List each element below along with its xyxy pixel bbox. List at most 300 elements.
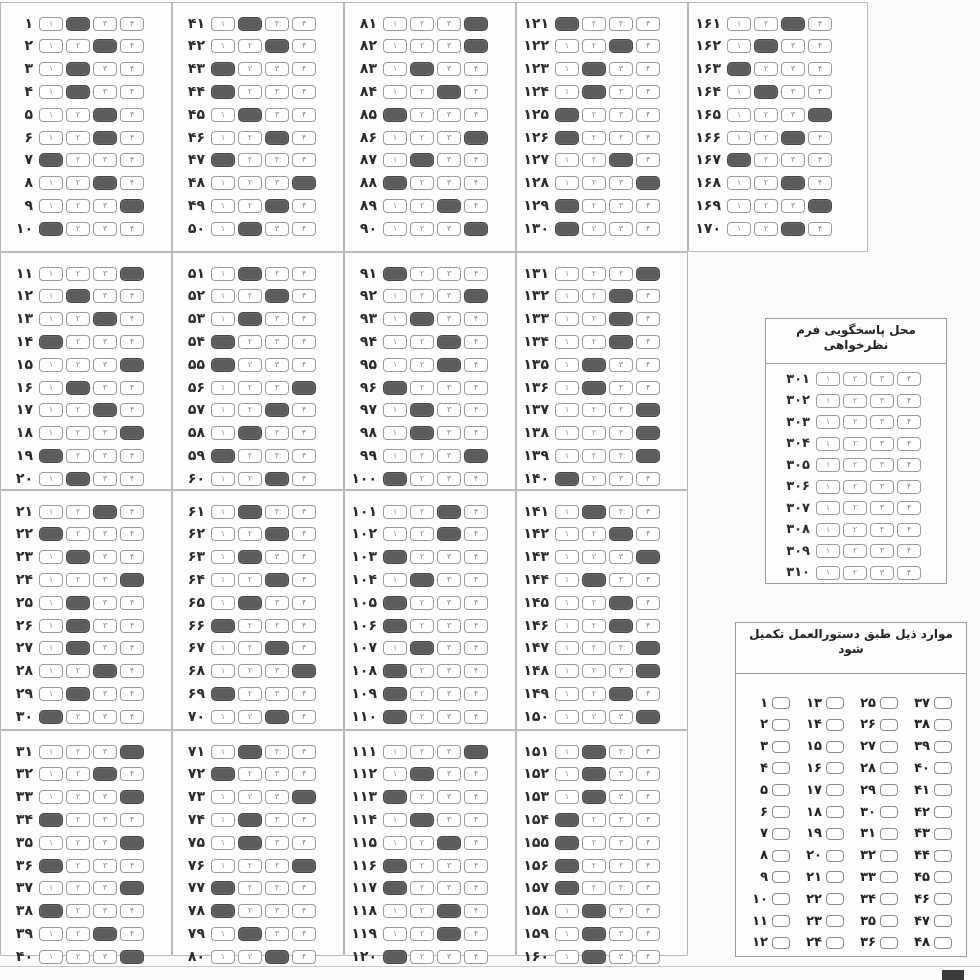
answer-bubble-3[interactable]: ۳	[781, 176, 805, 190]
answer-bubble-2[interactable]: ۲	[238, 710, 262, 724]
answer-bubble-2[interactable]: ۲	[66, 745, 90, 759]
answer-bubble-4[interactable]: ۴	[808, 199, 832, 213]
answer-bubble-1[interactable]: ۱	[555, 472, 579, 486]
answer-bubble-2[interactable]: ۲	[582, 859, 606, 873]
answer-bubble-1[interactable]: ۱	[555, 596, 579, 610]
answer-bubble-2[interactable]: ۲	[66, 449, 90, 463]
answer-bubble-4[interactable]: ۴	[292, 108, 316, 122]
answer-bubble-1[interactable]: ۱	[211, 881, 235, 895]
answer-bubble-1[interactable]: ۱	[727, 39, 751, 53]
answer-bubble-1[interactable]: ۱	[383, 790, 407, 804]
survey-bubble-2[interactable]: ۲	[843, 437, 867, 451]
answer-bubble-3[interactable]: ۳	[437, 199, 461, 213]
answer-bubble-1[interactable]: ۱	[211, 664, 235, 678]
answer-bubble-1[interactable]: ۱	[39, 176, 63, 190]
answer-bubble-4[interactable]: ۴	[120, 664, 144, 678]
answer-bubble-1[interactable]: ۱	[383, 927, 407, 941]
instruction-checkbox[interactable]	[934, 697, 952, 709]
answer-bubble-4[interactable]: ۴	[636, 426, 660, 440]
answer-bubble-3[interactable]: ۳	[265, 619, 289, 633]
survey-bubble-4[interactable]: ۴	[897, 415, 921, 429]
answer-bubble-3[interactable]: ۳	[609, 85, 633, 99]
answer-bubble-3[interactable]: ۳	[437, 527, 461, 541]
answer-bubble-1[interactable]: ۱	[211, 312, 235, 326]
answer-bubble-1[interactable]: ۱	[39, 619, 63, 633]
answer-bubble-4[interactable]: ۴	[120, 426, 144, 440]
answer-bubble-2[interactable]: ۲	[66, 813, 90, 827]
answer-bubble-4[interactable]: ۴	[292, 641, 316, 655]
answer-bubble-1[interactable]: ۱	[383, 403, 407, 417]
answer-bubble-2[interactable]: ۲	[410, 289, 434, 303]
answer-bubble-2[interactable]: ۲	[238, 108, 262, 122]
answer-bubble-1[interactable]: ۱	[211, 619, 235, 633]
answer-bubble-2[interactable]: ۲	[754, 153, 778, 167]
answer-bubble-4[interactable]: ۴	[292, 664, 316, 678]
answer-bubble-1[interactable]: ۱	[383, 17, 407, 31]
answer-bubble-4[interactable]: ۴	[808, 85, 832, 99]
answer-bubble-3[interactable]: ۳	[265, 335, 289, 349]
answer-bubble-4[interactable]: ۴	[292, 927, 316, 941]
instruction-checkbox[interactable]	[772, 828, 790, 840]
answer-bubble-3[interactable]: ۳	[437, 426, 461, 440]
instruction-checkbox[interactable]	[826, 719, 844, 731]
survey-bubble-1[interactable]: ۱	[816, 458, 840, 472]
survey-bubble-2[interactable]: ۲	[843, 394, 867, 408]
answer-bubble-3[interactable]: ۳	[265, 17, 289, 31]
answer-bubble-1[interactable]: ۱	[383, 619, 407, 633]
answer-bubble-3[interactable]: ۳	[93, 904, 117, 918]
answer-bubble-2[interactable]: ۲	[582, 199, 606, 213]
answer-bubble-3[interactable]: ۳	[265, 85, 289, 99]
answer-bubble-4[interactable]: ۴	[464, 222, 488, 236]
answer-bubble-4[interactable]: ۴	[292, 881, 316, 895]
answer-bubble-2[interactable]: ۲	[238, 39, 262, 53]
answer-bubble-1[interactable]: ۱	[211, 176, 235, 190]
answer-bubble-3[interactable]: ۳	[93, 881, 117, 895]
instruction-checkbox[interactable]	[934, 719, 952, 731]
answer-bubble-4[interactable]: ۴	[464, 859, 488, 873]
answer-bubble-1[interactable]: ۱	[211, 62, 235, 76]
answer-bubble-4[interactable]: ۴	[120, 881, 144, 895]
answer-bubble-1[interactable]: ۱	[39, 859, 63, 873]
instruction-checkbox[interactable]	[772, 741, 790, 753]
survey-bubble-1[interactable]: ۱	[816, 501, 840, 515]
answer-bubble-1[interactable]: ۱	[383, 131, 407, 145]
instruction-checkbox[interactable]	[826, 762, 844, 774]
answer-bubble-4[interactable]: ۴	[464, 403, 488, 417]
answer-bubble-2[interactable]: ۲	[238, 641, 262, 655]
answer-bubble-4[interactable]: ۴	[292, 39, 316, 53]
answer-bubble-1[interactable]: ۱	[211, 17, 235, 31]
answer-bubble-1[interactable]: ۱	[555, 836, 579, 850]
answer-bubble-2[interactable]: ۲	[66, 222, 90, 236]
answer-bubble-2[interactable]: ۲	[66, 927, 90, 941]
survey-bubble-4[interactable]: ۴	[897, 544, 921, 558]
answer-bubble-1[interactable]: ۱	[555, 62, 579, 76]
answer-bubble-2[interactable]: ۲	[582, 745, 606, 759]
answer-bubble-1[interactable]: ۱	[383, 335, 407, 349]
answer-bubble-3[interactable]: ۳	[609, 505, 633, 519]
instruction-checkbox[interactable]	[826, 697, 844, 709]
answer-bubble-1[interactable]: ۱	[211, 687, 235, 701]
answer-bubble-4[interactable]: ۴	[808, 108, 832, 122]
answer-bubble-1[interactable]: ۱	[555, 39, 579, 53]
answer-bubble-4[interactable]: ۴	[292, 358, 316, 372]
instruction-checkbox[interactable]	[772, 784, 790, 796]
answer-bubble-1[interactable]: ۱	[39, 472, 63, 486]
answer-bubble-1[interactable]: ۱	[39, 505, 63, 519]
answer-bubble-1[interactable]: ۱	[555, 403, 579, 417]
answer-bubble-4[interactable]: ۴	[120, 641, 144, 655]
answer-bubble-1[interactable]: ۱	[555, 904, 579, 918]
answer-bubble-1[interactable]: ۱	[39, 381, 63, 395]
answer-bubble-4[interactable]: ۴	[292, 289, 316, 303]
answer-bubble-1[interactable]: ۱	[383, 39, 407, 53]
answer-bubble-1[interactable]: ۱	[383, 85, 407, 99]
answer-bubble-2[interactable]: ۲	[582, 39, 606, 53]
answer-bubble-4[interactable]: ۴	[464, 813, 488, 827]
answer-bubble-2[interactable]: ۲	[66, 62, 90, 76]
answer-bubble-3[interactable]: ۳	[265, 664, 289, 678]
instruction-checkbox[interactable]	[826, 784, 844, 796]
answer-bubble-1[interactable]: ۱	[555, 767, 579, 781]
answer-bubble-3[interactable]: ۳	[93, 550, 117, 564]
answer-bubble-4[interactable]: ۴	[292, 176, 316, 190]
answer-bubble-4[interactable]: ۴	[120, 222, 144, 236]
answer-bubble-3[interactable]: ۳	[93, 813, 117, 827]
answer-bubble-1[interactable]: ۱	[555, 950, 579, 964]
answer-bubble-4[interactable]: ۴	[120, 267, 144, 281]
answer-bubble-2[interactable]: ۲	[238, 745, 262, 759]
answer-bubble-3[interactable]: ۳	[93, 17, 117, 31]
answer-bubble-2[interactable]: ۲	[238, 859, 262, 873]
answer-bubble-4[interactable]: ۴	[120, 790, 144, 804]
answer-bubble-1[interactable]: ۱	[555, 927, 579, 941]
answer-bubble-2[interactable]: ۲	[410, 426, 434, 440]
answer-bubble-3[interactable]: ۳	[437, 505, 461, 519]
answer-bubble-1[interactable]: ۱	[727, 62, 751, 76]
answer-bubble-2[interactable]: ۲	[66, 312, 90, 326]
answer-bubble-1[interactable]: ۱	[39, 710, 63, 724]
answer-bubble-3[interactable]: ۳	[609, 527, 633, 541]
answer-bubble-4[interactable]: ۴	[464, 573, 488, 587]
answer-bubble-1[interactable]: ۱	[211, 505, 235, 519]
answer-bubble-3[interactable]: ۳	[609, 950, 633, 964]
answer-bubble-4[interactable]: ۴	[292, 17, 316, 31]
answer-bubble-4[interactable]: ۴	[636, 527, 660, 541]
answer-bubble-2[interactable]: ۲	[238, 426, 262, 440]
answer-bubble-3[interactable]: ۳	[265, 505, 289, 519]
answer-bubble-3[interactable]: ۳	[93, 199, 117, 213]
answer-bubble-3[interactable]: ۳	[437, 904, 461, 918]
answer-bubble-2[interactable]: ۲	[410, 153, 434, 167]
answer-bubble-3[interactable]: ۳	[781, 222, 805, 236]
answer-bubble-1[interactable]: ۱	[39, 950, 63, 964]
instruction-checkbox[interactable]	[934, 893, 952, 905]
answer-bubble-4[interactable]: ۴	[120, 381, 144, 395]
answer-bubble-4[interactable]: ۴	[636, 710, 660, 724]
answer-bubble-4[interactable]: ۴	[292, 62, 316, 76]
answer-bubble-4[interactable]: ۴	[636, 289, 660, 303]
answer-bubble-1[interactable]: ۱	[39, 403, 63, 417]
answer-bubble-2[interactable]: ۲	[410, 950, 434, 964]
answer-bubble-2[interactable]: ۲	[410, 641, 434, 655]
answer-bubble-3[interactable]: ۳	[781, 85, 805, 99]
answer-bubble-1[interactable]: ۱	[555, 687, 579, 701]
answer-bubble-4[interactable]: ۴	[636, 550, 660, 564]
answer-bubble-4[interactable]: ۴	[292, 836, 316, 850]
answer-bubble-4[interactable]: ۴	[292, 267, 316, 281]
survey-bubble-3[interactable]: ۳	[870, 566, 894, 580]
answer-bubble-4[interactable]: ۴	[464, 176, 488, 190]
answer-bubble-3[interactable]: ۳	[609, 813, 633, 827]
answer-bubble-2[interactable]: ۲	[66, 836, 90, 850]
answer-bubble-4[interactable]: ۴	[464, 312, 488, 326]
answer-bubble-2[interactable]: ۲	[66, 596, 90, 610]
answer-bubble-2[interactable]: ۲	[410, 505, 434, 519]
answer-bubble-1[interactable]: ۱	[383, 641, 407, 655]
answer-bubble-2[interactable]: ۲	[410, 550, 434, 564]
answer-bubble-3[interactable]: ۳	[437, 859, 461, 873]
answer-bubble-3[interactable]: ۳	[437, 312, 461, 326]
survey-bubble-3[interactable]: ۳	[870, 372, 894, 386]
answer-bubble-1[interactable]: ۱	[211, 573, 235, 587]
answer-bubble-1[interactable]: ۱	[39, 596, 63, 610]
answer-bubble-2[interactable]: ۲	[754, 85, 778, 99]
answer-bubble-3[interactable]: ۳	[609, 426, 633, 440]
answer-bubble-3[interactable]: ۳	[265, 199, 289, 213]
survey-bubble-3[interactable]: ۳	[870, 480, 894, 494]
answer-bubble-3[interactable]: ۳	[609, 767, 633, 781]
answer-bubble-3[interactable]: ۳	[93, 312, 117, 326]
answer-bubble-3[interactable]: ۳	[265, 131, 289, 145]
answer-bubble-3[interactable]: ۳	[265, 641, 289, 655]
answer-bubble-4[interactable]: ۴	[636, 813, 660, 827]
answer-bubble-2[interactable]: ۲	[410, 358, 434, 372]
answer-bubble-4[interactable]: ۴	[292, 527, 316, 541]
answer-bubble-2[interactable]: ۲	[410, 596, 434, 610]
answer-bubble-4[interactable]: ۴	[464, 927, 488, 941]
survey-bubble-3[interactable]: ۳	[870, 523, 894, 537]
answer-bubble-2[interactable]: ۲	[410, 527, 434, 541]
answer-bubble-2[interactable]: ۲	[582, 131, 606, 145]
answer-bubble-1[interactable]: ۱	[39, 449, 63, 463]
answer-bubble-2[interactable]: ۲	[66, 790, 90, 804]
answer-bubble-3[interactable]: ۳	[265, 813, 289, 827]
answer-bubble-2[interactable]: ۲	[582, 472, 606, 486]
answer-bubble-3[interactable]: ۳	[265, 426, 289, 440]
answer-bubble-2[interactable]: ۲	[754, 108, 778, 122]
answer-bubble-4[interactable]: ۴	[808, 176, 832, 190]
answer-bubble-1[interactable]: ۱	[211, 527, 235, 541]
answer-bubble-4[interactable]: ۴	[292, 767, 316, 781]
answer-bubble-3[interactable]: ۳	[437, 573, 461, 587]
answer-bubble-1[interactable]: ۱	[727, 199, 751, 213]
answer-bubble-3[interactable]: ۳	[781, 62, 805, 76]
answer-bubble-4[interactable]: ۴	[120, 836, 144, 850]
answer-bubble-2[interactable]: ۲	[582, 596, 606, 610]
answer-bubble-3[interactable]: ۳	[609, 596, 633, 610]
answer-bubble-1[interactable]: ۱	[39, 550, 63, 564]
answer-bubble-1[interactable]: ۱	[383, 176, 407, 190]
answer-bubble-4[interactable]: ۴	[636, 664, 660, 678]
answer-bubble-4[interactable]: ۴	[120, 472, 144, 486]
answer-bubble-4[interactable]: ۴	[464, 550, 488, 564]
instruction-checkbox[interactable]	[772, 762, 790, 774]
answer-bubble-1[interactable]: ۱	[383, 950, 407, 964]
answer-bubble-3[interactable]: ۳	[609, 790, 633, 804]
answer-bubble-3[interactable]: ۳	[437, 85, 461, 99]
answer-bubble-1[interactable]: ۱	[383, 904, 407, 918]
answer-bubble-2[interactable]: ۲	[410, 710, 434, 724]
answer-bubble-4[interactable]: ۴	[636, 39, 660, 53]
answer-bubble-3[interactable]: ۳	[437, 745, 461, 759]
answer-bubble-2[interactable]: ۲	[238, 664, 262, 678]
answer-bubble-3[interactable]: ۳	[93, 790, 117, 804]
answer-bubble-3[interactable]: ۳	[781, 131, 805, 145]
answer-bubble-2[interactable]: ۲	[410, 881, 434, 895]
answer-bubble-3[interactable]: ۳	[93, 641, 117, 655]
answer-bubble-1[interactable]: ۱	[727, 222, 751, 236]
answer-bubble-3[interactable]: ۳	[437, 449, 461, 463]
answer-bubble-1[interactable]: ۱	[211, 927, 235, 941]
survey-bubble-4[interactable]: ۴	[897, 523, 921, 537]
answer-bubble-3[interactable]: ۳	[437, 641, 461, 655]
answer-bubble-1[interactable]: ۱	[555, 267, 579, 281]
survey-bubble-2[interactable]: ۲	[843, 544, 867, 558]
answer-bubble-4[interactable]: ۴	[120, 950, 144, 964]
answer-bubble-4[interactable]: ۴	[464, 108, 488, 122]
answer-bubble-4[interactable]: ۴	[120, 85, 144, 99]
answer-bubble-2[interactable]: ۲	[238, 449, 262, 463]
answer-bubble-2[interactable]: ۲	[410, 745, 434, 759]
answer-bubble-2[interactable]: ۲	[582, 550, 606, 564]
answer-bubble-1[interactable]: ۱	[211, 790, 235, 804]
answer-bubble-1[interactable]: ۱	[383, 62, 407, 76]
answer-bubble-4[interactable]: ۴	[292, 950, 316, 964]
answer-bubble-2[interactable]: ۲	[238, 312, 262, 326]
answer-bubble-2[interactable]: ۲	[66, 403, 90, 417]
answer-bubble-3[interactable]: ۳	[93, 426, 117, 440]
answer-bubble-3[interactable]: ۳	[437, 403, 461, 417]
answer-bubble-4[interactable]: ۴	[120, 687, 144, 701]
answer-bubble-3[interactable]: ۳	[609, 641, 633, 655]
answer-bubble-4[interactable]: ۴	[636, 85, 660, 99]
answer-bubble-2[interactable]: ۲	[238, 403, 262, 417]
answer-bubble-4[interactable]: ۴	[292, 687, 316, 701]
answer-bubble-1[interactable]: ۱	[555, 176, 579, 190]
answer-bubble-2[interactable]: ۲	[238, 619, 262, 633]
answer-bubble-1[interactable]: ۱	[39, 664, 63, 678]
answer-bubble-2[interactable]: ۲	[66, 153, 90, 167]
answer-bubble-3[interactable]: ۳	[609, 710, 633, 724]
answer-bubble-1[interactable]: ۱	[39, 904, 63, 918]
answer-bubble-1[interactable]: ۱	[555, 199, 579, 213]
answer-bubble-2[interactable]: ۲	[66, 39, 90, 53]
answer-bubble-3[interactable]: ۳	[265, 687, 289, 701]
survey-bubble-2[interactable]: ۲	[843, 458, 867, 472]
answer-bubble-1[interactable]: ۱	[39, 745, 63, 759]
instruction-checkbox[interactable]	[826, 871, 844, 883]
answer-bubble-4[interactable]: ۴	[292, 335, 316, 349]
answer-bubble-3[interactable]: ۳	[93, 403, 117, 417]
answer-bubble-1[interactable]: ۱	[383, 881, 407, 895]
answer-bubble-3[interactable]: ۳	[93, 859, 117, 873]
answer-bubble-4[interactable]: ۴	[120, 449, 144, 463]
answer-bubble-3[interactable]: ۳	[265, 881, 289, 895]
answer-bubble-1[interactable]: ۱	[555, 527, 579, 541]
answer-bubble-2[interactable]: ۲	[582, 664, 606, 678]
answer-bubble-1[interactable]: ۱	[727, 131, 751, 145]
answer-bubble-4[interactable]: ۴	[120, 131, 144, 145]
answer-bubble-1[interactable]: ۱	[555, 381, 579, 395]
answer-bubble-4[interactable]: ۴	[464, 950, 488, 964]
answer-bubble-4[interactable]: ۴	[120, 904, 144, 918]
answer-bubble-2[interactable]: ۲	[754, 131, 778, 145]
answer-bubble-2[interactable]: ۲	[66, 426, 90, 440]
instruction-checkbox[interactable]	[880, 806, 898, 818]
answer-bubble-2[interactable]: ۲	[410, 85, 434, 99]
answer-bubble-2[interactable]: ۲	[410, 17, 434, 31]
answer-bubble-3[interactable]: ۳	[265, 176, 289, 190]
answer-bubble-1[interactable]: ۱	[555, 550, 579, 564]
answer-bubble-2[interactable]: ۲	[238, 358, 262, 372]
instruction-checkbox[interactable]	[880, 741, 898, 753]
answer-bubble-1[interactable]: ۱	[39, 836, 63, 850]
answer-bubble-2[interactable]: ۲	[66, 687, 90, 701]
answer-bubble-3[interactable]: ۳	[437, 710, 461, 724]
answer-bubble-1[interactable]: ۱	[727, 17, 751, 31]
answer-bubble-1[interactable]: ۱	[39, 131, 63, 145]
answer-bubble-4[interactable]: ۴	[120, 573, 144, 587]
answer-bubble-3[interactable]: ۳	[437, 358, 461, 372]
answer-bubble-4[interactable]: ۴	[120, 108, 144, 122]
answer-bubble-2[interactable]: ۲	[582, 289, 606, 303]
answer-bubble-3[interactable]: ۳	[609, 904, 633, 918]
survey-bubble-1[interactable]: ۱	[816, 437, 840, 451]
survey-bubble-2[interactable]: ۲	[843, 501, 867, 515]
answer-bubble-1[interactable]: ۱	[39, 573, 63, 587]
answer-bubble-3[interactable]: ۳	[93, 619, 117, 633]
answer-bubble-2[interactable]: ۲	[410, 904, 434, 918]
answer-bubble-4[interactable]: ۴	[636, 176, 660, 190]
answer-bubble-4[interactable]: ۴	[636, 904, 660, 918]
answer-bubble-1[interactable]: ۱	[211, 131, 235, 145]
answer-bubble-4[interactable]: ۴	[636, 403, 660, 417]
instruction-checkbox[interactable]	[772, 850, 790, 862]
answer-bubble-1[interactable]: ۱	[211, 426, 235, 440]
answer-bubble-2[interactable]: ۲	[582, 881, 606, 895]
answer-bubble-4[interactable]: ۴	[292, 403, 316, 417]
answer-bubble-4[interactable]: ۴	[636, 790, 660, 804]
answer-bubble-1[interactable]: ۱	[211, 289, 235, 303]
answer-bubble-1[interactable]: ۱	[211, 335, 235, 349]
answer-bubble-3[interactable]: ۳	[265, 527, 289, 541]
answer-bubble-3[interactable]: ۳	[265, 710, 289, 724]
answer-bubble-2[interactable]: ۲	[238, 62, 262, 76]
answer-bubble-1[interactable]: ۱	[39, 881, 63, 895]
survey-bubble-1[interactable]: ۱	[816, 372, 840, 386]
answer-bubble-1[interactable]: ۱	[383, 527, 407, 541]
answer-bubble-2[interactable]: ۲	[66, 381, 90, 395]
answer-bubble-4[interactable]: ۴	[292, 790, 316, 804]
answer-bubble-3[interactable]: ۳	[93, 573, 117, 587]
answer-bubble-4[interactable]: ۴	[464, 904, 488, 918]
answer-bubble-4[interactable]: ۴	[292, 131, 316, 145]
answer-bubble-2[interactable]: ۲	[582, 335, 606, 349]
answer-bubble-3[interactable]: ۳	[265, 596, 289, 610]
answer-bubble-3[interactable]: ۳	[265, 358, 289, 372]
